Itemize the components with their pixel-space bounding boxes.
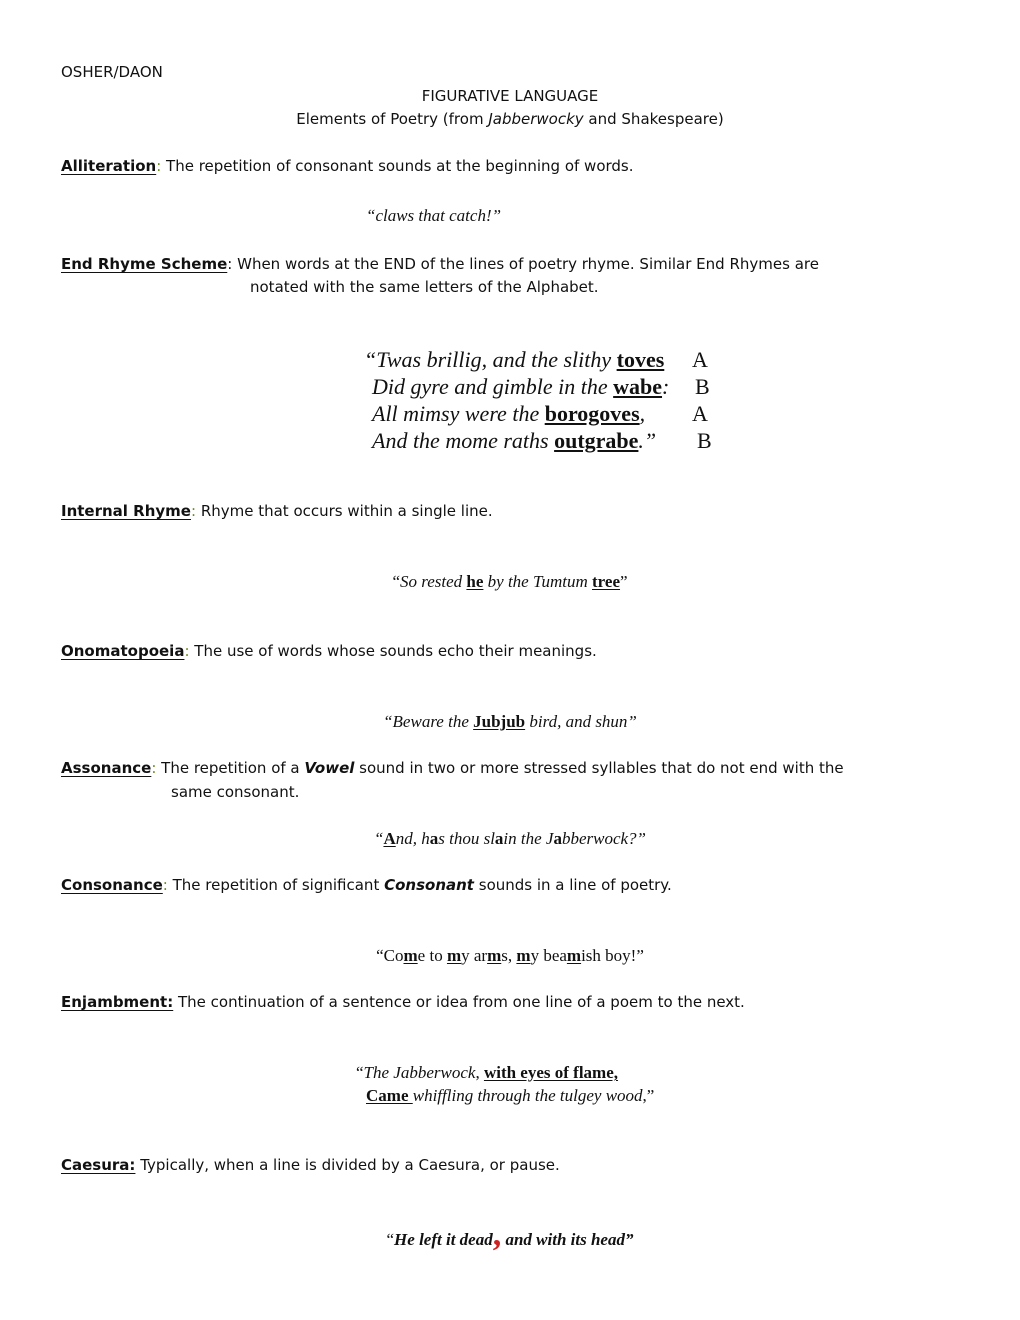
onomatopoeia-colon: :	[184, 642, 190, 660]
poem-line-2	[372, 374, 669, 400]
poem-line-4	[372, 428, 656, 454]
assonance-emphasis: Vowel	[304, 759, 355, 777]
onomatopoeia-example	[0, 712, 1020, 732]
poem-text: Did gyre and gimble in the	[372, 374, 614, 399]
poem-punct: ,	[639, 401, 646, 426]
internal-rhyme-colon: :	[190, 502, 197, 520]
rhyme-letter: A	[692, 401, 708, 426]
vowel-highlight: A	[383, 829, 396, 848]
quote-mark: “	[356, 1063, 364, 1082]
internal-rhyme-definition	[61, 502, 493, 520]
poem-text: And the mome raths	[372, 428, 555, 453]
subtitle-text: Elements of Poetry (from	[296, 110, 489, 128]
poem-punct: :	[662, 374, 670, 399]
consonance-text: sounds in a line of poetry.	[473, 876, 672, 894]
example-text: in the J	[503, 829, 554, 848]
alliteration-example: “claws that catch!”	[366, 206, 502, 225]
vowel-highlight: a	[494, 829, 504, 848]
example-text: ish boy!”	[581, 946, 644, 965]
poem-line-1	[364, 347, 664, 373]
caesura-definition	[61, 1156, 560, 1174]
enjambment-definition	[61, 993, 745, 1011]
alliteration-colon: :	[156, 157, 162, 175]
example-text: “	[373, 829, 384, 848]
internal-rhyme-term: Internal Rhyme	[61, 502, 191, 520]
assonance-text: The repetition of a	[156, 759, 305, 777]
vowel-highlight: a	[553, 829, 562, 848]
example-punct: ,”	[642, 1086, 655, 1105]
subtitle-text-end: and Shakespeare)	[583, 110, 724, 128]
example-punct: ,	[475, 1063, 484, 1082]
highlight-word: Jubjub	[473, 712, 526, 731]
rhyme-word: outgrabe	[554, 428, 639, 453]
onomatopoeia-text: The use of words whose sounds echo their meanings.	[189, 642, 597, 660]
poem-text: All mimsy were the	[372, 401, 545, 426]
poem-text: “Twas brillig, and the slithy	[364, 347, 617, 372]
assonance-text: sound in two or more stressed syllables that do not end with the	[354, 759, 844, 777]
alliteration-term: Alliteration	[61, 157, 157, 175]
highlight-word: Came	[366, 1086, 413, 1105]
onomatopoeia-definition	[61, 642, 597, 660]
enjambment-term: Enjambment:	[61, 993, 174, 1011]
caesura-example	[0, 1218, 1020, 1252]
end-rhyme-definition	[61, 255, 819, 273]
onomatopoeia-term: Onomatopoeia	[61, 642, 185, 660]
rhyme-word: he	[466, 572, 484, 591]
example-text: by the Tumtum	[483, 572, 593, 591]
caesura-term: Caesura:	[61, 1156, 136, 1174]
consonant-highlight: m	[516, 946, 531, 965]
example-text: The Jabberwock	[363, 1063, 476, 1082]
rhyme-word: wabe	[613, 374, 663, 399]
example-text: nd, h	[395, 829, 430, 848]
enjambment-example-line2	[366, 1086, 654, 1106]
example-text: y ar	[461, 946, 488, 965]
quote-mark: “	[392, 572, 400, 591]
example-text: whiffling through the tulgey wood	[412, 1086, 643, 1105]
rhyme-word: tree	[592, 572, 621, 591]
internal-rhyme-example	[0, 572, 1020, 592]
example-text: y bea	[530, 946, 567, 965]
enjambment-example-line1	[356, 1063, 618, 1083]
example-text: e to	[417, 946, 447, 965]
consonance-term: Consonance	[61, 876, 163, 894]
example-text: He left it dead	[394, 1230, 493, 1249]
page-title: FIGURATIVE LANGUAGE	[421, 87, 599, 105]
rhyme-letter: A	[692, 347, 708, 372]
example-text: So rested	[399, 572, 467, 591]
enjambment-text: The continuation of a sentence or idea from one line of a poem to the next.	[173, 993, 745, 1011]
example-text: bird, and shun”	[525, 712, 637, 731]
consonant-highlight: m	[566, 946, 582, 965]
end-rhyme-definition-line2: notated with the same letters of the Alphabet.	[250, 278, 599, 296]
rhyme-word: borogoves	[544, 401, 640, 426]
rhyme-letter: B	[695, 374, 710, 399]
rhyme-word: toves	[616, 347, 665, 372]
assonance-example	[0, 829, 1020, 849]
vowel-highlight: a	[429, 829, 439, 848]
example-text: “Co	[376, 946, 404, 965]
example-text: s thou sl	[438, 829, 495, 848]
assonance-colon: :	[151, 759, 157, 777]
example-text: bberwock?”	[561, 829, 647, 848]
example-text: s,	[501, 946, 517, 965]
consonance-definition	[61, 876, 672, 894]
quote-mark: ”	[620, 572, 628, 591]
assonance-definition	[61, 759, 844, 777]
alliteration-definition	[61, 157, 634, 175]
poem-line-3	[372, 401, 645, 427]
rhyme-letter: B	[697, 428, 712, 453]
end-rhyme-term: End Rhyme Scheme	[61, 255, 228, 273]
subtitle-italic: Jabberwocky	[488, 110, 584, 128]
quote-mark: “	[386, 1230, 395, 1249]
alliteration-text: The repetition of consonant sounds at the beginning of words.	[161, 157, 634, 175]
end-rhyme-colon: :	[227, 255, 233, 273]
page-subtitle	[0, 110, 1020, 128]
consonant-highlight: m	[403, 946, 418, 965]
assonance-definition-line2: same consonant.	[171, 783, 300, 801]
consonance-emphasis: Consonant	[384, 876, 474, 894]
consonance-text: The repetition of significant	[167, 876, 385, 894]
consonant-highlight: m	[446, 946, 462, 965]
internal-rhyme-text: Rhyme that occurs within a single line.	[196, 502, 493, 520]
authors: OSHER/DAON	[61, 63, 163, 81]
assonance-term: Assonance	[61, 759, 152, 777]
end-rhyme-text: When words at the END of the lines of poetry rhyme. Similar End Rhymes are	[232, 255, 819, 273]
caesura-text: Typically, when a line is divided by a Caesura, or pause.	[135, 1156, 560, 1174]
example-text: and with its head”	[501, 1230, 634, 1249]
caesura-pause-mark: ,	[492, 1216, 502, 1253]
consonant-highlight: m	[487, 946, 502, 965]
example-text: “Beware the	[383, 712, 474, 731]
consonance-example	[0, 946, 1020, 966]
poem-punct: .”	[638, 428, 657, 453]
highlight-phrase: with eyes of flame,	[483, 1063, 619, 1082]
consonance-colon: :	[162, 876, 168, 894]
